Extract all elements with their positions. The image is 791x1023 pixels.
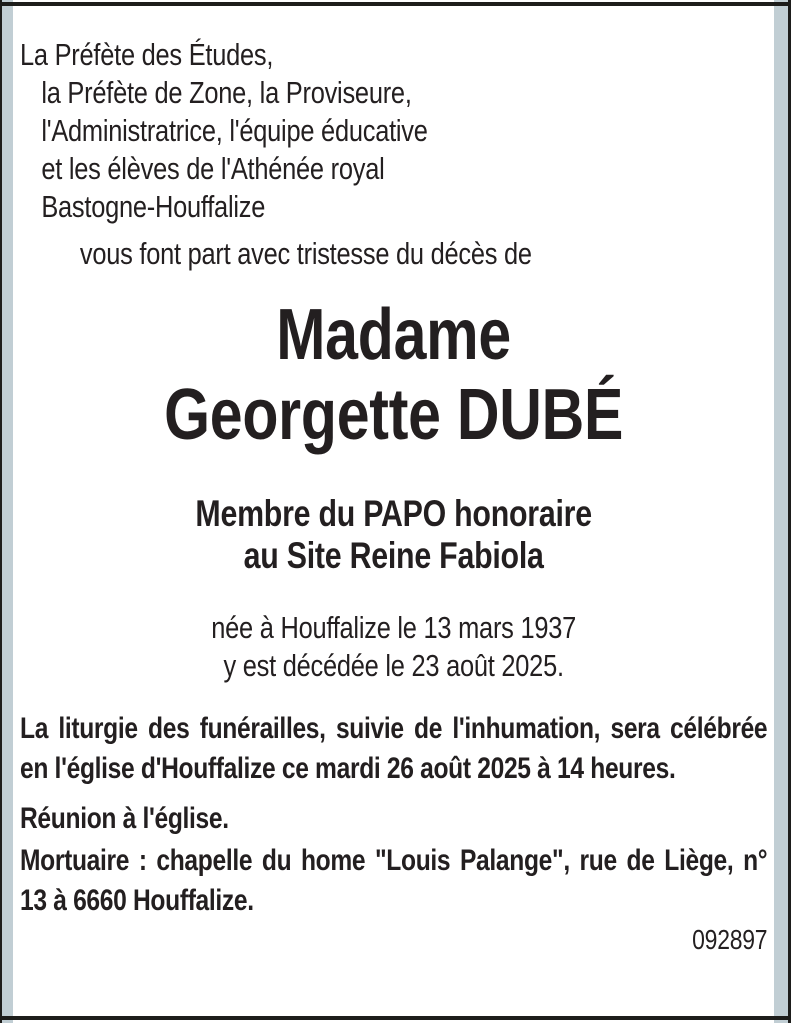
- intro-line: Bastogne-Houffalize: [41, 189, 266, 224]
- intro-line: et les élèves de l'Athénée royal: [41, 151, 385, 186]
- reference-number: 092897: [692, 924, 768, 955]
- right-gutter: [774, 0, 788, 1023]
- bottom-border-rule: [0, 1016, 791, 1020]
- deceased-title: Madame: [276, 295, 512, 375]
- birth-line: née à Houffalize le 13 mars 1937: [211, 610, 577, 645]
- meeting-details: Réunion à l'église.: [20, 802, 229, 835]
- death-line: y est décédée le 23 août 2025.: [223, 648, 564, 683]
- intro-line: La Préfète des Études,: [20, 37, 274, 72]
- notice-text-block: [20, 36, 767, 957]
- left-gutter: [2, 0, 13, 1023]
- mortuary-details: Mortuaire : chapelle du home "Louis Palange", rue de Liège, n° 13 à 6660 Houffalize.: [20, 844, 768, 917]
- membership-line: Membre du PAPO honoraire: [195, 493, 592, 534]
- intro-line: l'Administratrice, l'équipe éducative: [41, 113, 428, 148]
- announcement-line: vous font part avec tristesse du décès de: [79, 236, 532, 271]
- deceased-name: Georgette DUBÉ: [164, 375, 624, 455]
- funeral-details: La liturgie des funérailles, suivie de l'inhumation, sera célébrée en l'église d'Houffalize ce mardi 26 août 2025 à 14 heures.: [20, 712, 768, 785]
- intro-line: la Préfète de Zone, la Proviseure,: [41, 75, 412, 110]
- notice-content: [13, 6, 774, 1016]
- membership-line: au Site Reine Fabiola: [243, 535, 544, 576]
